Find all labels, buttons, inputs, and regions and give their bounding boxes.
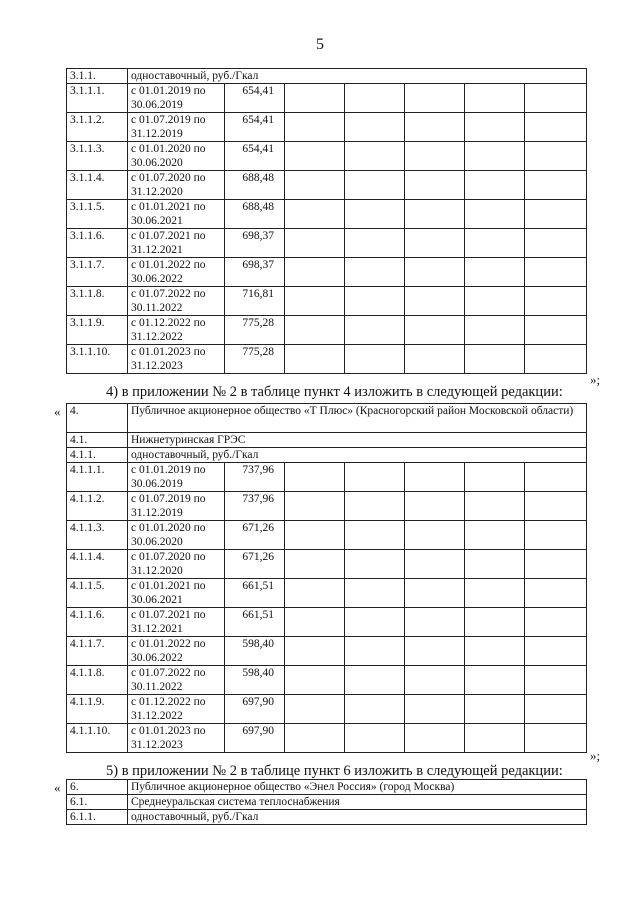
empty-cell [525, 550, 587, 579]
empty-cell [525, 666, 587, 695]
period-cell: с 01.01.2023 по 31.12.2023 [128, 345, 225, 374]
empty-cell [285, 724, 345, 753]
row-title: одноставочный, руб./Гкал [128, 448, 587, 463]
empty-cell [405, 84, 465, 113]
org-row [67, 780, 587, 795]
empty-cell [465, 724, 525, 753]
tariff-row [67, 345, 587, 374]
period-cell: с 01.07.2021 по 31.12.2021 [128, 229, 225, 258]
empty-cell [465, 316, 525, 345]
empty-cell [465, 579, 525, 608]
period-cell: с 01.07.2020 по 31.12.2020 [128, 171, 225, 200]
empty-cell [345, 724, 405, 753]
table-header-row [67, 448, 587, 463]
empty-cell [525, 724, 587, 753]
period-cell: с 01.07.2021 по 31.12.2021 [128, 608, 225, 637]
row-code: 4.1.1.2. [67, 492, 128, 521]
empty-cell [345, 171, 405, 200]
tariff-row [67, 258, 587, 287]
empty-cell [285, 637, 345, 666]
row-code: 6.1. [67, 795, 128, 810]
table-header-row [67, 69, 587, 84]
empty-cell [405, 724, 465, 753]
empty-cell [465, 666, 525, 695]
tariff-row [67, 637, 587, 666]
row-title: одноставочный, руб./Гкал [128, 810, 587, 825]
empty-cell [465, 113, 525, 142]
tariff-row [67, 84, 587, 113]
row-title: одноставочный, руб./Гкал [128, 69, 587, 84]
empty-cell [345, 316, 405, 345]
tariff-value: 775,28 [225, 316, 285, 345]
empty-cell [285, 345, 345, 374]
empty-cell [345, 258, 405, 287]
tariff-value: 688,48 [225, 171, 285, 200]
tariff-value: 716,81 [225, 287, 285, 316]
empty-cell [525, 463, 587, 492]
empty-cell [405, 287, 465, 316]
empty-cell [405, 200, 465, 229]
empty-cell [465, 521, 525, 550]
tariff-row [67, 287, 587, 316]
tariff-value: 697,90 [225, 724, 285, 753]
row-code: 3.1.1.6. [67, 229, 128, 258]
empty-cell [285, 316, 345, 345]
empty-cell [345, 287, 405, 316]
instruction-heading-4: 4) в приложении № 2 в таблице пункт 4 изложить в следующей редакции: [106, 384, 563, 400]
tariff-row [67, 171, 587, 200]
tariff-value: 697,90 [225, 695, 285, 724]
empty-cell [525, 695, 587, 724]
empty-cell [285, 113, 345, 142]
row-code: 4. [67, 404, 128, 433]
empty-cell [405, 695, 465, 724]
empty-cell [345, 666, 405, 695]
row-code: 3.1.1.3. [67, 142, 128, 171]
tariff-table-4 [66, 403, 586, 753]
row-code: 4.1.1.1. [67, 463, 128, 492]
row-code: 3.1.1.1. [67, 84, 128, 113]
empty-cell [345, 521, 405, 550]
empty-cell [405, 521, 465, 550]
tariff-row [67, 492, 587, 521]
period-cell: с 01.01.2021 по 30.06.2021 [128, 579, 225, 608]
tariff-value: 654,41 [225, 113, 285, 142]
empty-cell [405, 492, 465, 521]
plant-row [67, 433, 587, 448]
tariff-row [67, 200, 587, 229]
empty-cell [345, 637, 405, 666]
empty-cell [525, 492, 587, 521]
empty-cell [285, 84, 345, 113]
tariff-value: 737,96 [225, 492, 285, 521]
empty-cell [525, 229, 587, 258]
empty-cell [285, 550, 345, 579]
empty-cell [345, 229, 405, 258]
empty-cell [285, 521, 345, 550]
row-code: 4.1.1.5. [67, 579, 128, 608]
empty-cell [345, 200, 405, 229]
row-code: 3.1.1.5. [67, 200, 128, 229]
tariff-row [67, 316, 587, 345]
row-code: 6. [67, 780, 128, 795]
opening-quote: « [54, 780, 61, 795]
tariff-table-3 [66, 68, 586, 374]
tariff-value: 737,96 [225, 463, 285, 492]
tariff-row [67, 666, 587, 695]
empty-cell [345, 463, 405, 492]
row-code: 3.1.1.4. [67, 171, 128, 200]
row-code: 3.1.1.7. [67, 258, 128, 287]
empty-cell [465, 287, 525, 316]
plant-row [67, 795, 587, 810]
empty-cell [285, 463, 345, 492]
page-number: 5 [316, 36, 324, 53]
instruction-heading-5: 5) в приложении № 2 в таблице пункт 6 изложить в следующей редакции: [106, 763, 563, 779]
empty-cell [285, 287, 345, 316]
tariff-row [67, 724, 587, 753]
period-cell: с 01.01.2020 по 30.06.2020 [128, 521, 225, 550]
period-cell: с 01.01.2021 по 30.06.2021 [128, 200, 225, 229]
tariff-value: 775,28 [225, 345, 285, 374]
row-title: Среднеуральская система теплоснабжения [128, 795, 587, 810]
tariff-value: 688,48 [225, 200, 285, 229]
row-code: 3.1.1.2. [67, 113, 128, 142]
empty-cell [465, 345, 525, 374]
period-cell: с 01.07.2022 по 30.11.2022 [128, 666, 225, 695]
empty-cell [525, 316, 587, 345]
empty-cell [345, 142, 405, 171]
row-code: 6.1.1. [67, 810, 128, 825]
empty-cell [285, 258, 345, 287]
row-code: 3.1.1.10. [67, 345, 128, 374]
org-row [67, 404, 587, 433]
empty-cell [285, 608, 345, 637]
tariff-row [67, 550, 587, 579]
row-title: Публичное акционерное общество «Т Плюс» (Красногорский район Московской области) [128, 404, 587, 433]
empty-cell [345, 84, 405, 113]
empty-cell [405, 550, 465, 579]
empty-cell [405, 258, 465, 287]
tariff-value: 598,40 [225, 637, 285, 666]
row-code: 4.1.1.4. [67, 550, 128, 579]
tariff-value: 698,37 [225, 258, 285, 287]
empty-cell [285, 492, 345, 521]
period-cell: с 01.07.2020 по 31.12.2020 [128, 550, 225, 579]
empty-cell [465, 492, 525, 521]
empty-cell [345, 579, 405, 608]
period-cell: с 01.12.2022 по 31.12.2022 [128, 695, 225, 724]
empty-cell [465, 200, 525, 229]
empty-cell [525, 113, 587, 142]
tariff-value: 654,41 [225, 142, 285, 171]
empty-cell [525, 345, 587, 374]
empty-cell [285, 171, 345, 200]
row-code: 4.1.1. [67, 448, 128, 463]
empty-cell [285, 695, 345, 724]
row-code: 3.1.1.8. [67, 287, 128, 316]
empty-cell [525, 84, 587, 113]
tariff-row [67, 463, 587, 492]
empty-cell [525, 579, 587, 608]
empty-cell [285, 229, 345, 258]
empty-cell [285, 666, 345, 695]
period-cell: с 01.01.2023 по 31.12.2023 [128, 724, 225, 753]
period-cell: с 01.01.2022 по 30.06.2022 [128, 637, 225, 666]
row-code: 4.1.1.9. [67, 695, 128, 724]
empty-cell [465, 84, 525, 113]
empty-cell [465, 229, 525, 258]
table-header-row [67, 810, 587, 825]
empty-cell [405, 463, 465, 492]
period-cell: с 01.07.2022 по 30.11.2022 [128, 287, 225, 316]
empty-cell [345, 113, 405, 142]
empty-cell [525, 171, 587, 200]
row-code: 3.1.1.9. [67, 316, 128, 345]
tariff-row [67, 142, 587, 171]
period-cell: с 01.07.2019 по 31.12.2019 [128, 492, 225, 521]
empty-cell [465, 463, 525, 492]
tariff-value: 598,40 [225, 666, 285, 695]
empty-cell [405, 142, 465, 171]
empty-cell [345, 608, 405, 637]
empty-cell [405, 171, 465, 200]
row-code: 4.1.1.10. [67, 724, 128, 753]
tariff-row [67, 113, 587, 142]
empty-cell [525, 200, 587, 229]
empty-cell [405, 637, 465, 666]
empty-cell [405, 345, 465, 374]
tariff-row [67, 608, 587, 637]
tariff-value: 661,51 [225, 608, 285, 637]
row-title: Публичное акционерное общество «Энел Россия» (город Москва) [128, 780, 587, 795]
closing-quote: »; [590, 372, 601, 387]
empty-cell [285, 142, 345, 171]
period-cell: с 01.07.2019 по 31.12.2019 [128, 113, 225, 142]
period-cell: с 01.01.2022 по 30.06.2022 [128, 258, 225, 287]
empty-cell [405, 113, 465, 142]
empty-cell [465, 171, 525, 200]
closing-quote: »; [590, 748, 601, 763]
empty-cell [465, 550, 525, 579]
tariff-row [67, 695, 587, 724]
empty-cell [525, 258, 587, 287]
tariff-value: 698,37 [225, 229, 285, 258]
row-code: 4.1.1.3. [67, 521, 128, 550]
empty-cell [405, 666, 465, 695]
empty-cell [345, 492, 405, 521]
period-cell: с 01.01.2020 по 30.06.2020 [128, 142, 225, 171]
tariff-table-6 [66, 779, 586, 825]
empty-cell [525, 637, 587, 666]
opening-quote: « [54, 404, 61, 419]
empty-cell [345, 345, 405, 374]
row-code: 4.1.1.8. [67, 666, 128, 695]
tariff-value: 671,26 [225, 521, 285, 550]
empty-cell [525, 521, 587, 550]
tariff-value: 654,41 [225, 84, 285, 113]
empty-cell [405, 229, 465, 258]
empty-cell [465, 142, 525, 171]
empty-cell [405, 608, 465, 637]
tariff-row [67, 521, 587, 550]
tariff-value: 671,26 [225, 550, 285, 579]
period-cell: с 01.01.2019 по 30.06.2019 [128, 463, 225, 492]
empty-cell [525, 608, 587, 637]
row-title: Нижнетуринская ГРЭС [128, 433, 587, 448]
empty-cell [525, 142, 587, 171]
empty-cell [465, 637, 525, 666]
tariff-row [67, 229, 587, 258]
empty-cell [345, 695, 405, 724]
tariff-row [67, 579, 587, 608]
empty-cell [285, 579, 345, 608]
empty-cell [405, 579, 465, 608]
row-code: 4.1.1.6. [67, 608, 128, 637]
row-code: 4.1.1.7. [67, 637, 128, 666]
empty-cell [465, 258, 525, 287]
empty-cell [345, 550, 405, 579]
empty-cell [465, 695, 525, 724]
tariff-value: 661,51 [225, 579, 285, 608]
period-cell: с 01.12.2022 по 31.12.2022 [128, 316, 225, 345]
empty-cell [285, 200, 345, 229]
empty-cell [405, 316, 465, 345]
period-cell: с 01.01.2019 по 30.06.2019 [128, 84, 225, 113]
empty-cell [525, 287, 587, 316]
row-code: 4.1. [67, 433, 128, 448]
row-code: 3.1.1. [67, 69, 128, 84]
empty-cell [465, 608, 525, 637]
